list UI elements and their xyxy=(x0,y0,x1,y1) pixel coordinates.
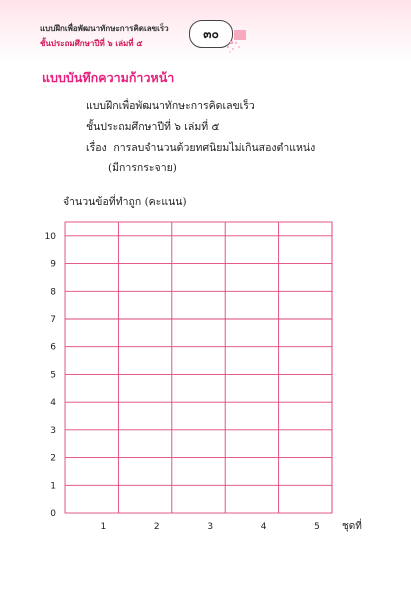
info-book: แบบฝึกเพื่อพัฒนาทักษะการคิดเลขเร็ว xyxy=(86,100,255,112)
y-tick-label: 6 xyxy=(50,342,56,353)
header-grade: ชั้นประถมศึกษาปีที่ ๖ เล่มที่ ๕ xyxy=(40,39,143,48)
x-tick-label: 2 xyxy=(153,522,160,532)
info-topic: การลบจำนวนด้วยทศนิยมไม่เกินสองตำแหน่ง xyxy=(113,142,316,154)
y-tick-label: 3 xyxy=(50,425,56,436)
info-topic-note: (มีการกระจาย) xyxy=(108,162,177,174)
y-tick-label: 1 xyxy=(50,481,56,492)
y-tick-label: 0 xyxy=(50,509,56,519)
info-grade: ชั้นประถมศึกษาปีที่ ๖ เล่มที่ ๕ xyxy=(86,121,220,133)
y-tick-label: 10 xyxy=(44,231,56,242)
y-tick-label: 5 xyxy=(50,370,56,381)
header-book-title: แบบฝึกเพื่อพัฒนาทักษะการคิดเลขเร็ว xyxy=(40,24,169,33)
y-tick-label: 2 xyxy=(50,453,56,464)
plot-frame xyxy=(65,222,332,513)
y-axis-title: จำนวนข้อที่ทำถูก (คะแนน) xyxy=(63,196,187,208)
y-tick-label: 4 xyxy=(50,398,56,409)
x-tick-label: 3 xyxy=(207,522,214,532)
x-tick-label: 5 xyxy=(314,522,320,532)
x-tick-label: 1 xyxy=(100,522,107,532)
x-tick-label: 4 xyxy=(260,522,267,532)
page-number-badge: ๓๐ xyxy=(189,20,233,48)
section-title: แบบบันทึกความก้าวหน้า xyxy=(42,70,175,85)
y-tick-label: 7 xyxy=(50,315,56,325)
info-topic-label: เรื่อง xyxy=(86,142,107,154)
y-tick-label: 9 xyxy=(50,259,56,270)
y-tick-label: 8 xyxy=(50,287,56,298)
x-axis-label: ชุดที่ xyxy=(342,521,362,532)
